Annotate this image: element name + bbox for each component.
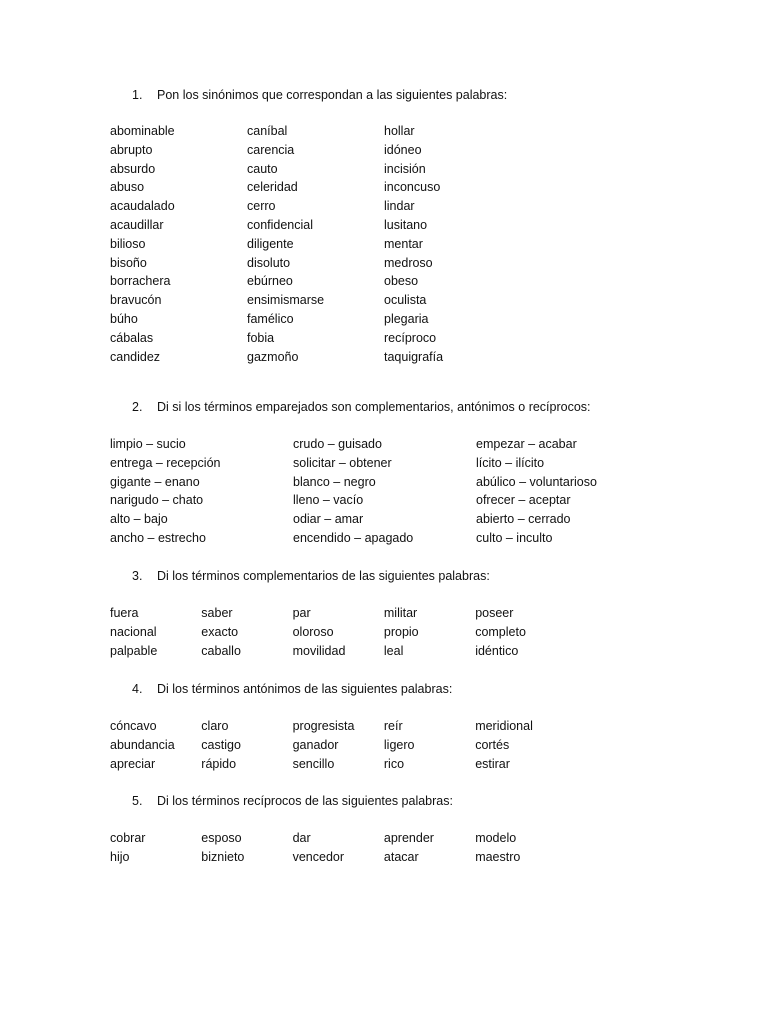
word-item: rico	[383, 756, 405, 771]
word-item: entrega – recepción	[110, 455, 221, 470]
word-item: palpable	[110, 643, 158, 658]
section-number: 4.	[132, 682, 143, 696]
word-item: crudo – guisado	[293, 437, 382, 451]
word-item: búho	[110, 311, 138, 326]
word-item: odiar – amar	[293, 512, 364, 527]
word-item: abierto – cerrado	[476, 512, 571, 527]
word-item: bilioso	[110, 236, 146, 251]
word-item: ligero	[383, 737, 415, 752]
word-item: ebúrneo	[247, 274, 293, 289]
word-item: apreciar	[110, 756, 156, 771]
word-item: diligente	[247, 236, 294, 251]
word-item: fuera	[110, 606, 139, 620]
word-item: abuso	[110, 180, 145, 195]
word-item: medroso	[384, 255, 433, 270]
word-item: acaudillar	[110, 217, 164, 232]
word-item: empezar – acabar	[476, 437, 577, 451]
section-2-word-pairs	[110, 435, 659, 548]
word-item: alto – bajo	[110, 512, 168, 527]
word-item: hollar	[384, 124, 415, 138]
word-item: abundancia	[110, 737, 175, 752]
word-item: acaudalado	[110, 199, 175, 214]
word-item: bravucón	[110, 293, 162, 308]
word-item: propio	[383, 624, 419, 639]
word-item: hijo	[110, 849, 130, 864]
section-1-heading	[132, 86, 507, 104]
word-item: cóncavo	[110, 719, 157, 733]
section-instruction: Di los términos recíprocos de las siguientes palabras:	[157, 794, 453, 808]
word-item: exacto	[201, 624, 239, 639]
section-instruction: Di si los términos emparejados son complementarios, antónimos o recíprocos:	[157, 400, 591, 414]
word-item: cauto	[247, 161, 278, 176]
word-item: carencia	[247, 142, 295, 157]
word-item: absurdo	[110, 161, 156, 176]
word-item: vencedor	[292, 849, 345, 864]
word-item: limpio – sucio	[110, 437, 186, 451]
word-item: atacar	[383, 849, 419, 864]
word-item: meridional	[475, 719, 533, 733]
word-item: caníbal	[247, 124, 288, 138]
word-item: ensimismarse	[247, 293, 325, 308]
word-item: modelo	[475, 831, 517, 845]
word-item: saber	[201, 606, 233, 620]
word-item: famélico	[247, 311, 294, 326]
word-item: esposo	[201, 831, 242, 845]
word-item: oculista	[384, 293, 427, 308]
section-number: 1.	[132, 88, 143, 102]
word-item: castigo	[201, 737, 241, 752]
section-4-word-list	[110, 717, 566, 773]
word-item: par	[292, 606, 311, 620]
word-item: inconcuso	[384, 180, 441, 195]
word-item: encendido – apagado	[293, 530, 414, 545]
section-2-heading	[132, 398, 591, 416]
word-item: recíproco	[384, 330, 437, 345]
word-item: cortés	[475, 737, 510, 752]
word-item: incisión	[384, 161, 426, 176]
word-item: estirar	[475, 756, 510, 771]
word-item: ofrecer – aceptar	[476, 493, 571, 508]
word-item: militar	[383, 606, 418, 620]
word-item: solicitar – obtener	[293, 455, 392, 470]
word-item: aprender	[383, 831, 434, 845]
word-item: culto – inculto	[476, 530, 553, 545]
word-item: nacional	[110, 624, 157, 639]
section-3-word-list	[110, 604, 566, 660]
word-item: oloroso	[292, 624, 334, 639]
section-number: 2.	[132, 400, 143, 414]
word-item: lusitano	[384, 217, 428, 232]
word-item: ganador	[292, 737, 339, 752]
section-instruction: Pon los sinónimos que correspondan a las siguientes palabras:	[157, 88, 508, 102]
word-item: biznieto	[201, 849, 245, 864]
section-number: 3.	[132, 569, 143, 583]
word-item: cerro	[247, 199, 276, 214]
word-item: cobrar	[110, 831, 146, 845]
word-item: cábalas	[110, 330, 154, 345]
word-item: lleno – vacío	[293, 493, 364, 508]
section-1-word-list	[110, 122, 521, 366]
section-number: 5.	[132, 794, 143, 808]
word-item: sencillo	[292, 756, 335, 771]
word-item: lícito – ilícito	[476, 455, 545, 470]
word-item: dar	[292, 831, 311, 845]
word-item: celeridad	[247, 180, 298, 195]
word-item: completo	[475, 624, 526, 639]
word-item: progresista	[292, 719, 355, 733]
word-item: leal	[383, 643, 404, 658]
word-item: abúlico – voluntarioso	[476, 474, 597, 489]
word-item: borrachera	[110, 274, 171, 289]
word-item: poseer	[475, 606, 514, 620]
word-item: movilidad	[292, 643, 346, 658]
section-5-word-list	[110, 829, 566, 867]
word-item: plegaria	[384, 311, 429, 326]
word-item: blanco – negro	[293, 474, 376, 489]
section-3-heading	[132, 567, 490, 585]
word-item: mentar	[384, 236, 423, 251]
section-5-heading	[132, 792, 453, 810]
word-item: reír	[383, 719, 403, 733]
word-item: narigudo – chato	[110, 493, 204, 508]
word-item: taquigrafía	[384, 349, 444, 364]
word-item: claro	[201, 719, 229, 733]
word-item: fobia	[247, 330, 275, 345]
word-item: ancho – estrecho	[110, 530, 206, 545]
word-item: bisoño	[110, 255, 147, 270]
word-item: candidez	[110, 349, 161, 364]
word-item: rápido	[201, 756, 237, 771]
word-item: idóneo	[384, 142, 422, 157]
word-item: lindar	[384, 199, 415, 214]
word-item: abrupto	[110, 142, 153, 157]
word-item: maestro	[475, 849, 521, 864]
word-item: disoluto	[247, 255, 291, 270]
section-instruction: Di los términos antónimos de las siguientes palabras:	[157, 682, 453, 696]
word-item: obeso	[384, 274, 419, 289]
section-4-heading	[132, 680, 452, 698]
word-item: confidencial	[247, 217, 314, 232]
section-instruction: Di los términos complementarios de las siguientes palabras:	[157, 569, 490, 583]
word-item: idéntico	[475, 643, 519, 658]
word-item: caballo	[201, 643, 241, 658]
word-item: gazmoño	[247, 349, 299, 364]
word-item: gigante – enano	[110, 474, 200, 489]
word-item: abominable	[110, 124, 175, 138]
